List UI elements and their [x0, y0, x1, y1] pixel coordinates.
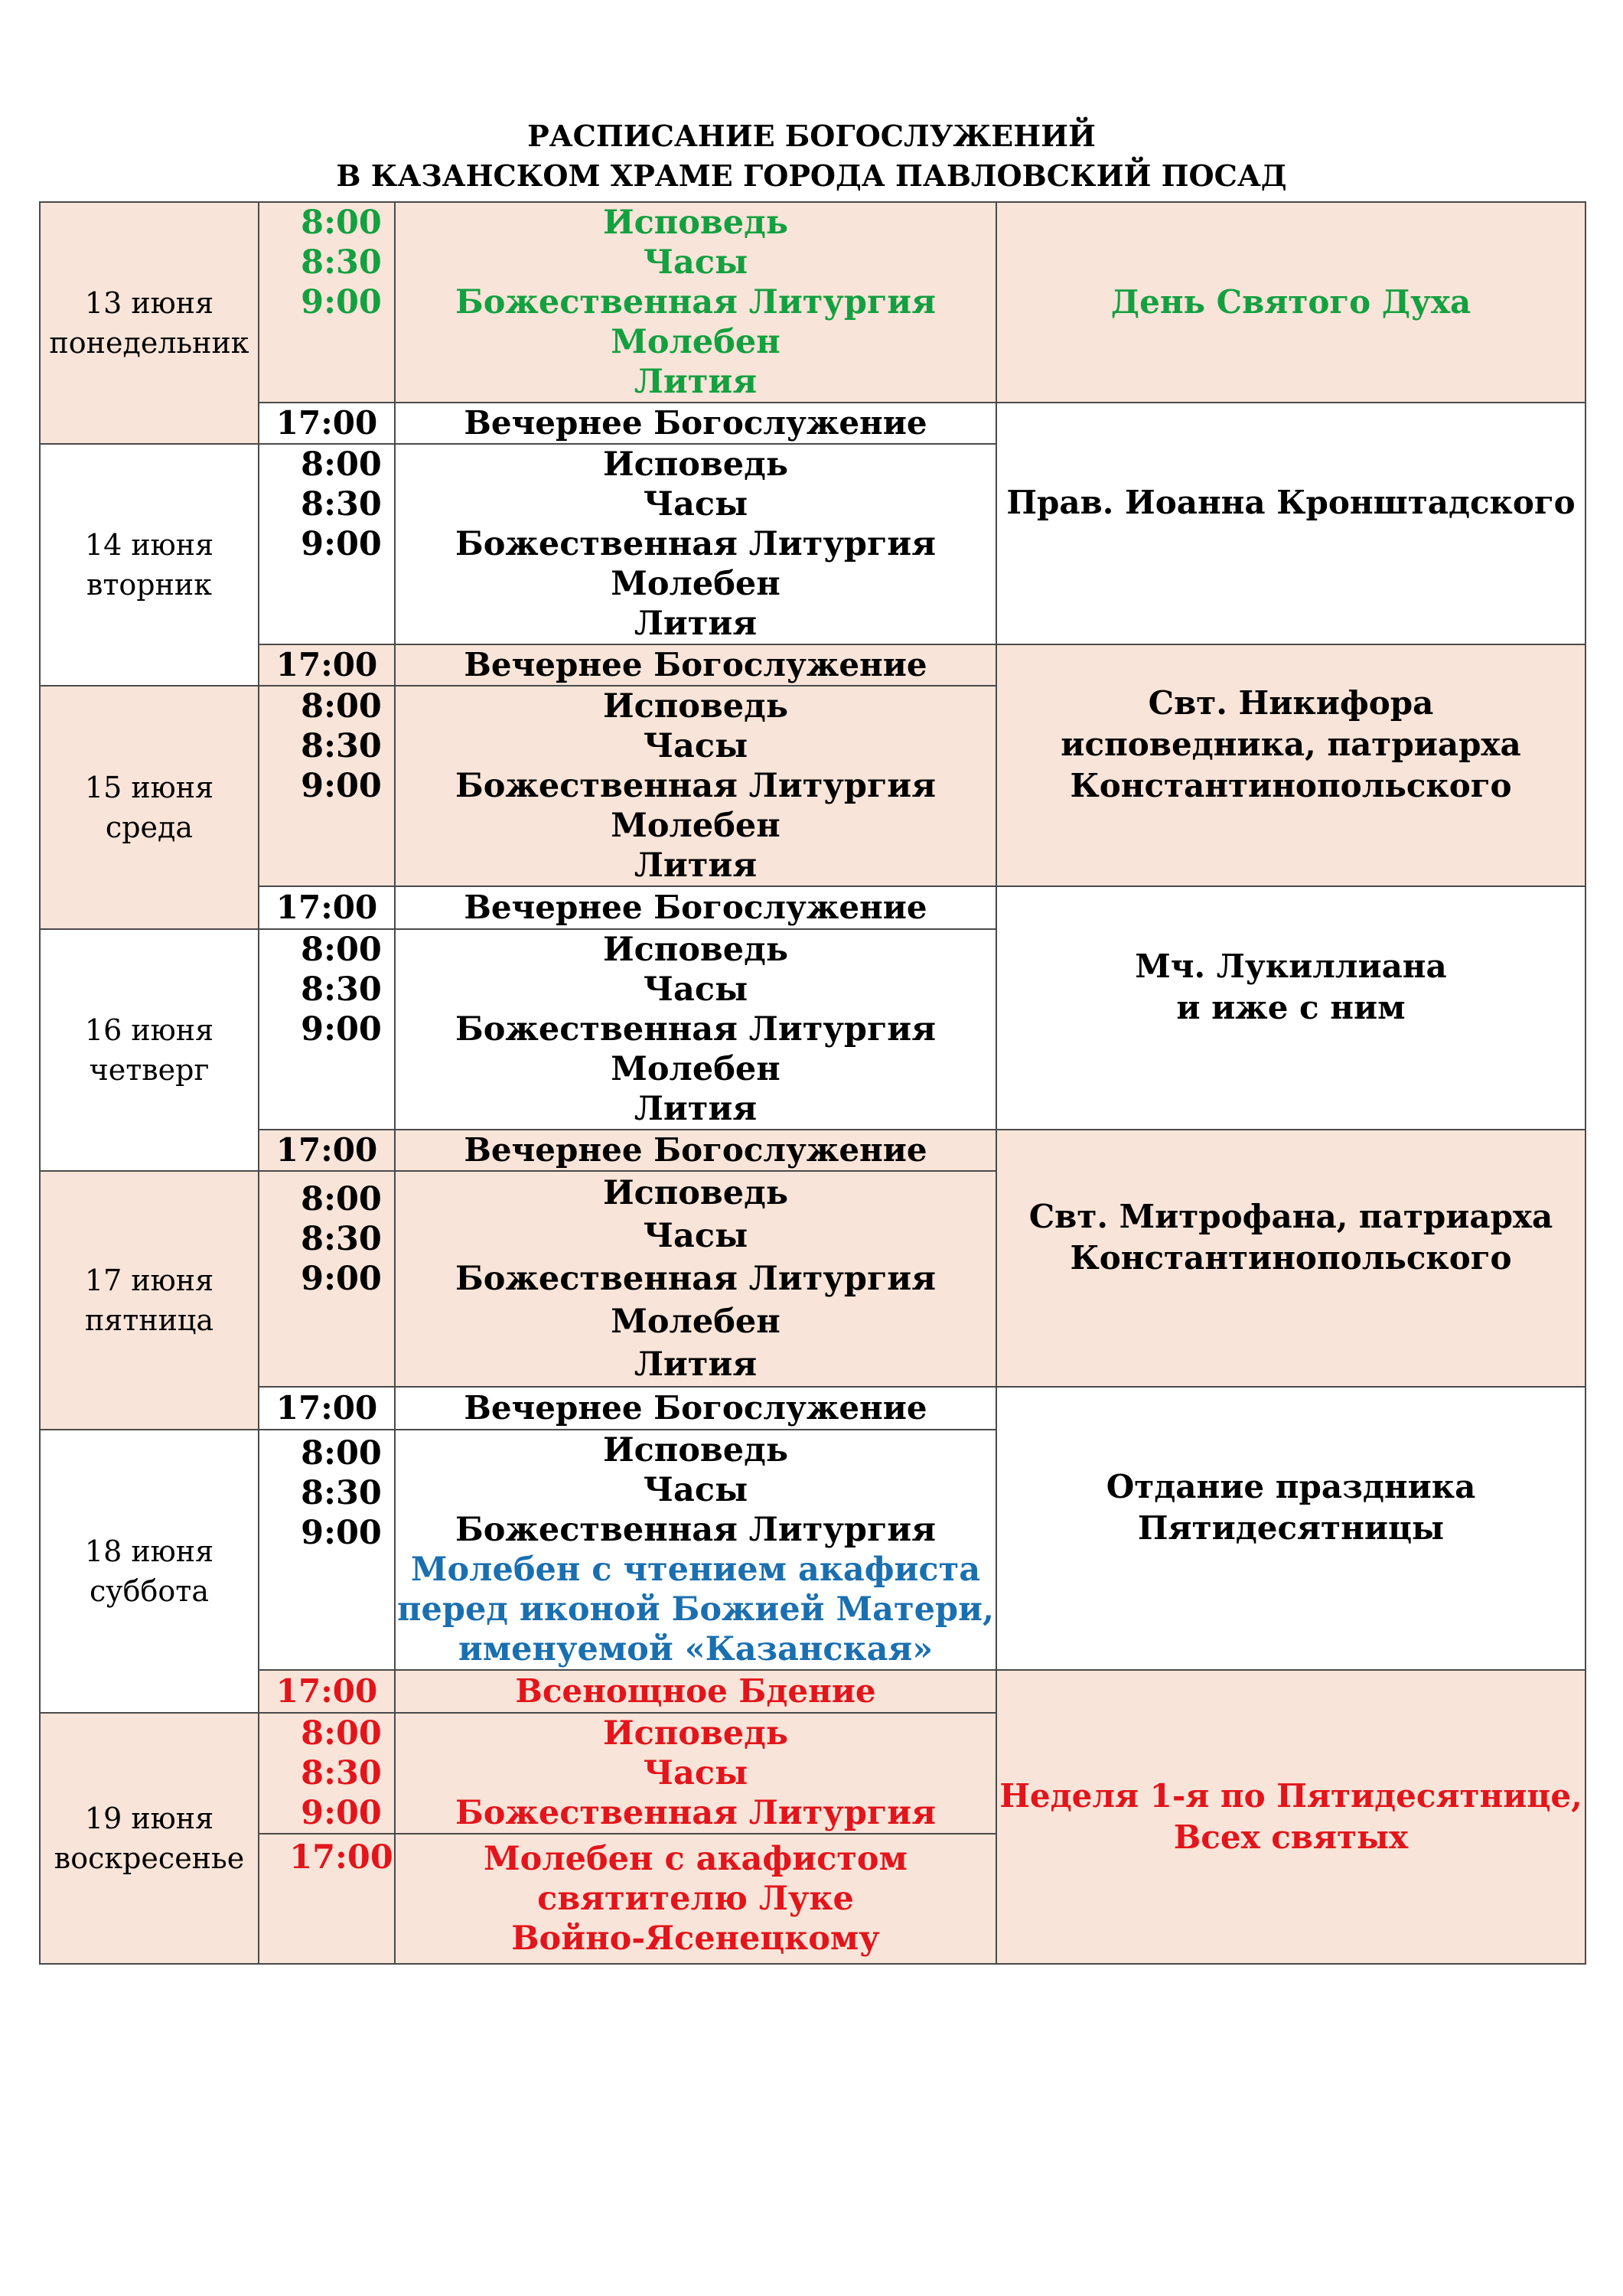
- services-cell: [395, 929, 996, 1130]
- service: Исповедь: [602, 1714, 789, 1753]
- evening-time: 17:00: [259, 1670, 395, 1713]
- service: Исповедь: [602, 1431, 789, 1469]
- time: 8:00: [301, 687, 382, 726]
- day-cell: [40, 202, 259, 444]
- time: 8:00: [301, 931, 382, 969]
- service: Лития: [634, 846, 758, 885]
- day-weekday: воскресенье: [54, 1841, 245, 1875]
- services-cell: [395, 1430, 996, 1670]
- day-weekday: вторник: [86, 568, 213, 602]
- service: Лития: [634, 1345, 758, 1384]
- service: Божественная Литургия: [455, 1511, 936, 1549]
- feast-cell: [996, 1387, 1586, 1670]
- feast-name: День Святого Духа: [1110, 283, 1471, 321]
- times-cell: [259, 1430, 395, 1670]
- service: Молебен: [611, 1050, 781, 1088]
- page-title: [0, 116, 1623, 196]
- time: 9:00: [301, 283, 382, 321]
- services-cell: [395, 1171, 996, 1387]
- evening-service: Вечернее Богослужение: [395, 886, 996, 929]
- service: Часы: [643, 727, 748, 765]
- evening-service: Всенощное Бдение: [395, 1670, 996, 1713]
- akathist-line: именуемой «Казанская»: [458, 1630, 934, 1668]
- evening-time: 17:00: [259, 886, 395, 929]
- service: Исповедь: [602, 204, 789, 242]
- services-cell: [395, 1713, 996, 1834]
- schedule-table: [39, 201, 1586, 1965]
- times-cell: [259, 686, 395, 886]
- evening-service: Вечернее Богослужение: [395, 1130, 996, 1171]
- time: 9:00: [301, 1794, 382, 1832]
- time: 9:00: [301, 1010, 382, 1049]
- day-cell: [40, 444, 259, 686]
- times-cell: [259, 1713, 395, 1834]
- feast-name: и иже с ним: [1176, 989, 1406, 1026]
- table-row: [40, 1387, 1586, 1430]
- feast-cell: [996, 886, 1586, 1130]
- day-date: 13 июня: [84, 286, 214, 320]
- time: 8:30: [301, 485, 382, 523]
- service: Божественная Литургия: [455, 1794, 936, 1832]
- services-cell: [395, 202, 996, 403]
- services-cell: [395, 686, 996, 886]
- feast-name: Свт. Никифора: [1148, 684, 1434, 722]
- time: 8:30: [301, 970, 382, 1009]
- feast-name: Отдание праздника: [1106, 1468, 1476, 1505]
- time: 8:00: [301, 1714, 382, 1753]
- services-cell: [395, 1834, 996, 1964]
- feast-name: Свт. Митрофана, патриарха: [1028, 1198, 1553, 1235]
- table-row: [40, 1670, 1586, 1713]
- day-date: 15 июня: [84, 771, 214, 804]
- evening-service: Вечернее Богослужение: [395, 403, 996, 444]
- day-cell: [40, 686, 259, 929]
- time: 8:00: [301, 445, 382, 484]
- feast-cell: [996, 1670, 1586, 1964]
- service: Молебен: [611, 565, 781, 603]
- akathist-line: Молебен с чтением акафиста: [410, 1551, 981, 1589]
- feast-name: Прав. Иоанна Кронштадского: [1006, 484, 1576, 521]
- day-date: 16 июня: [84, 1013, 214, 1047]
- day-cell: [40, 1713, 259, 1964]
- table-row: [40, 202, 1586, 403]
- service: Божественная Литургия: [455, 1010, 936, 1049]
- feast-name: Пятидесятницы: [1137, 1509, 1445, 1547]
- feast-name: исповедника, патриарха: [1061, 726, 1521, 763]
- feast-name: Константинопольского: [1070, 767, 1512, 804]
- day-weekday: понедельник: [49, 326, 249, 360]
- feast-cell: [996, 403, 1586, 644]
- service: Божественная Литургия: [455, 283, 936, 321]
- day-cell: [40, 929, 259, 1171]
- evening-time: [259, 1834, 395, 1964]
- time: 8:30: [301, 727, 382, 765]
- time: 8:00: [301, 1434, 382, 1473]
- service: Часы: [643, 1217, 748, 1255]
- time: 8:30: [301, 243, 382, 282]
- day-date: 17 июня: [84, 1264, 214, 1297]
- evening-time: 17:00: [259, 1387, 395, 1430]
- time: 9:00: [301, 767, 382, 805]
- time: 9:00: [301, 525, 382, 563]
- service: Часы: [643, 1471, 748, 1509]
- times-cell: [259, 444, 395, 644]
- time: 8:30: [301, 1474, 382, 1512]
- service: Молебен с акафистом: [484, 1840, 908, 1878]
- evening-time: 17:00: [259, 403, 395, 444]
- title-line-1: РАСПИСАНИЕ БОГОСЛУЖЕНИЙ: [527, 119, 1096, 153]
- evening-service: Вечернее Богослужение: [395, 1387, 996, 1430]
- time: 8:30: [301, 1220, 382, 1258]
- day-date: 14 июня: [84, 528, 214, 562]
- times-cell: [259, 929, 395, 1130]
- service: Часы: [643, 243, 748, 282]
- time: 9:00: [301, 1260, 382, 1298]
- service: Молебен: [611, 323, 781, 361]
- services-cell: [395, 444, 996, 644]
- service: Божественная Литургия: [455, 525, 936, 563]
- service: Божественная Литургия: [455, 767, 936, 805]
- time: 9:00: [301, 1514, 382, 1552]
- service: Исповедь: [602, 445, 789, 484]
- feast-cell: [996, 1130, 1586, 1387]
- evening-service: Вечернее Богослужение: [395, 644, 996, 686]
- day-weekday: суббота: [90, 1574, 209, 1608]
- title-line-2: В КАЗАНСКОМ ХРАМЕ ГОРОДА ПАВЛОВСКИЙ ПОСАД: [336, 158, 1287, 193]
- time: 8:00: [301, 204, 382, 242]
- day-weekday: пятница: [84, 1303, 214, 1337]
- table-row: [40, 644, 1586, 686]
- service: Молебен: [611, 807, 781, 845]
- day-cell: [40, 1171, 259, 1430]
- service: Исповедь: [602, 931, 789, 969]
- service: Войно-Ясенецкому: [511, 1919, 880, 1958]
- feast-name: Константинопольского: [1070, 1239, 1512, 1277]
- day-date: 19 июня: [84, 1802, 214, 1835]
- service: Исповедь: [602, 687, 789, 726]
- day-weekday: среда: [105, 810, 194, 844]
- service: Лития: [634, 363, 758, 401]
- table-row: [40, 1130, 1586, 1171]
- service: святителю Луке: [537, 1880, 854, 1918]
- feast-name: Неделя 1-я по Пятидесятнице,: [999, 1777, 1582, 1815]
- times-cell: [259, 1171, 395, 1387]
- feast-name: Всех святых: [1173, 1818, 1409, 1856]
- feast-name: Мч. Лукиллиана: [1135, 947, 1447, 985]
- service: Исповедь: [602, 1174, 789, 1212]
- time: 17:00: [289, 1838, 393, 1877]
- feast-cell: [996, 202, 1586, 403]
- service: Часы: [643, 485, 748, 523]
- service: Часы: [643, 970, 748, 1009]
- service: Часы: [643, 1754, 748, 1792]
- day-date: 18 июня: [84, 1534, 214, 1568]
- day-weekday: четверг: [89, 1053, 210, 1087]
- evening-time: 17:00: [259, 644, 395, 686]
- service: Лития: [634, 605, 758, 643]
- feast-cell: [996, 644, 1586, 886]
- table-row: [40, 403, 1586, 444]
- akathist-line: перед иконой Божией Матери,: [397, 1590, 994, 1629]
- time: 8:30: [301, 1754, 382, 1792]
- table-row: [40, 886, 1586, 929]
- times-cell: [259, 202, 395, 403]
- day-cell: [40, 1430, 259, 1713]
- evening-time: 17:00: [259, 1130, 395, 1171]
- service: Молебен: [611, 1303, 781, 1341]
- service: Лития: [634, 1090, 758, 1128]
- time: 8:00: [301, 1180, 382, 1218]
- service: Божественная Литургия: [455, 1260, 936, 1298]
